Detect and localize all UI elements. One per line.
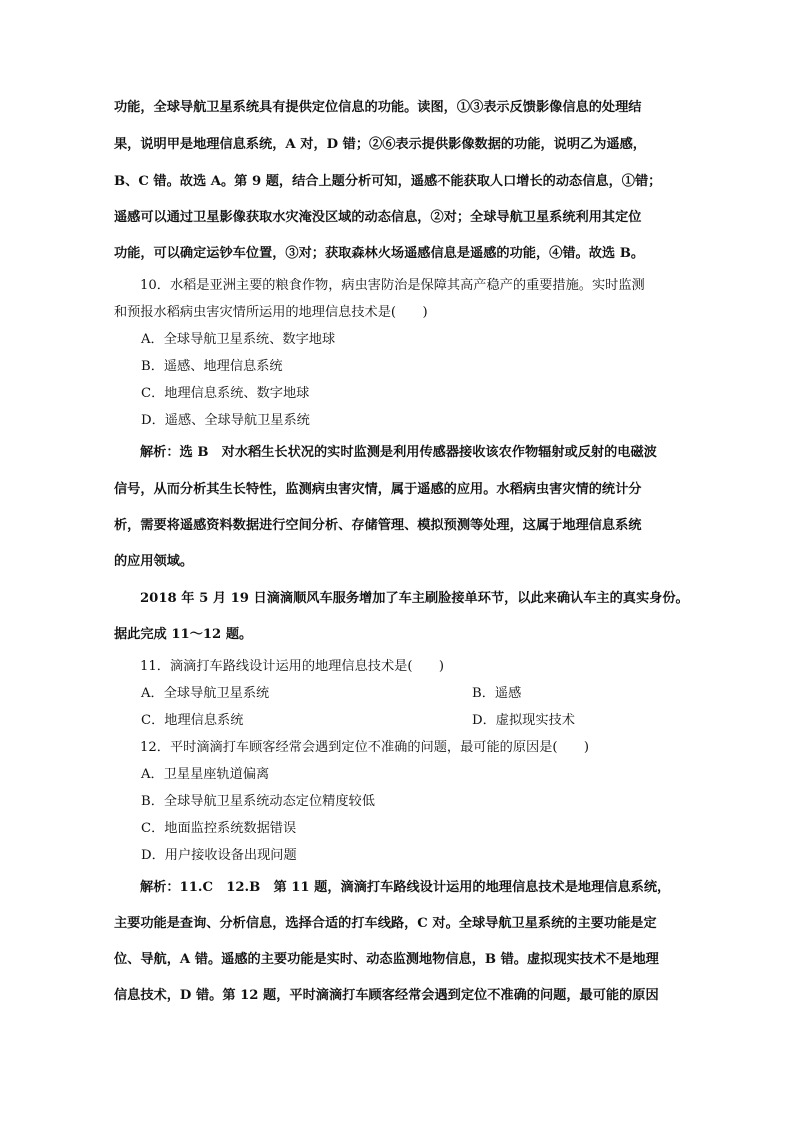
question-11-option-a: A．全球导航卫星系统 [141, 686, 270, 701]
analysis-11-12-line-4: 信息技术，D 错。第 12 题，平时滴滴打车顾客经常会遇到定位不准确的问题，最可能的原因 [114, 988, 659, 1003]
material-11-12-line-2: 据此完成 11～12 题。 [114, 627, 253, 642]
question-12-option-b: B．全球导航卫星系统动态定位精度较低 [141, 794, 375, 809]
solution-9-line-3: B、C 错。故选 A。第 9 题，结合上题分析可知，遥感不能获取人口增长的动态信息，①错； [114, 174, 662, 189]
question-10-option-a: A．全球导航卫星系统、数字地球 [141, 332, 336, 347]
solution-9-line-4: 遥感可以通过卫星影像获取水灾淹没区域的动态信息，②对；全球导航卫星系统利用其定位 [114, 210, 642, 225]
question-12-option-d: D．用户接收设备出现问题 [141, 848, 297, 863]
question-11-option-d: D．虚拟现实技术 [472, 713, 575, 728]
analysis-11-12-line-1: 解析：11.C 12.B 第 11 题，滴滴打车路线设计运用的地理信息技术是地理信息系统， [140, 880, 671, 895]
solution-9-line-1: 功能，全球导航卫星系统具有提供定位信息的功能。读图，①③表示反馈影像信息的处理结 [114, 100, 642, 115]
question-11-stem: 11．滴滴打车路线设计运用的地理信息技术是( ) [140, 659, 445, 674]
question-12-option-c: C．地面监控系统数据错误 [141, 821, 297, 836]
question-12-stem: 12．平时滴滴打车顾客经常会遇到定位不准确的问题，最可能的原因是( ) [140, 740, 590, 755]
analysis-10-line-2: 信号，从而分析其生长特性，监测病虫害灾情，属于遥感的应用。水稻病虫害灾情的统计分 [114, 482, 642, 497]
analysis-10-line-3: 析，需要将遥感资料数据进行空间分析、存储管理、模拟预测等处理，这属于地理信息系统 [114, 518, 642, 533]
question-10-option-c: C．地理信息系统、数字地球 [141, 386, 310, 401]
question-10-stem-line-2: 和预报水稻病虫害灾情所运用的地理信息技术是( ) [114, 305, 428, 320]
solution-9-line-5: 功能，可以确定运钞车位置，③对；获取森林火场遥感信息是遥感的功能，④错。故选 B。 [114, 246, 645, 261]
question-10-option-d: D．遥感、全球导航卫星系统 [141, 413, 310, 428]
solution-9-line-2: 果，说明甲是地理信息系统，A 对，D 错；②⑥表示提供影像数据的功能，说明乙为遥感， [114, 137, 646, 152]
question-10-option-b: B．遥感、地理信息系统 [141, 359, 283, 374]
question-11-option-b: B．遥感 [472, 686, 522, 701]
question-12-option-a: A．卫星星座轨道偏离 [141, 767, 270, 782]
material-11-12-line-1: 2018 年 5 月 19 日滴滴顺风车服务增加了车主刷脸接单环节，以此来确认车主的真实身份。 [140, 591, 689, 606]
analysis-10-line-1: 解析：选 B 对水稻生长状况的实时监测是利用传感器接收该农作物辐射或反射的电磁波 [140, 445, 657, 460]
question-11-option-c: C．地理信息系统 [141, 713, 244, 728]
analysis-11-12-line-3: 位、导航，A 错。遥感的主要功能是实时、动态监测地物信息，B 错。虚拟现实技术不是地理 [114, 952, 659, 967]
analysis-10-line-4: 的应用领域。 [114, 554, 194, 569]
question-10-stem-line-1: 10．水稻是亚洲主要的粮食作物，病虫害防治是保障其高产稳产的重要措施。实时监测 [140, 278, 645, 293]
analysis-11-12-line-2: 主要功能是查询、分析信息，选择合适的打车线路，C 对。全球导航卫星系统的主要功能是定 [114, 916, 657, 931]
